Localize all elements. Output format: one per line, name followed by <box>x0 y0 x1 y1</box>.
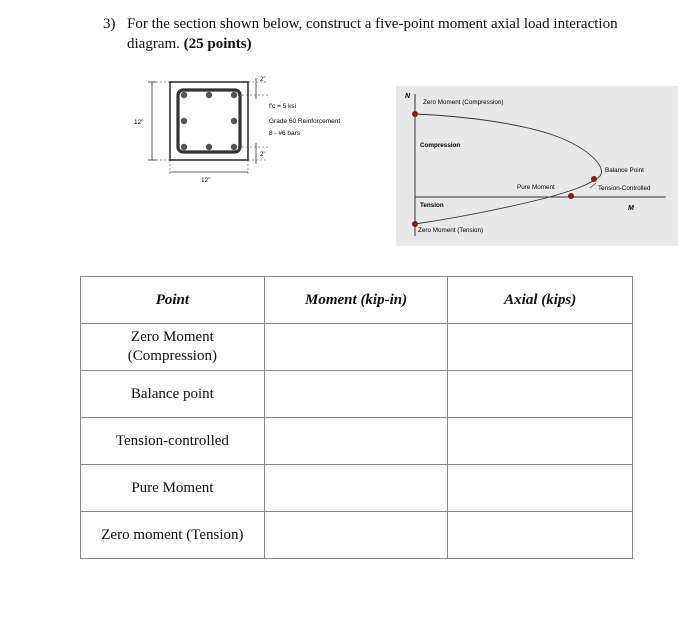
rebar <box>206 92 212 98</box>
point-zero-moment-compression <box>412 111 418 117</box>
axial-cell[interactable] <box>448 418 633 465</box>
moment-cell[interactable] <box>264 371 448 418</box>
moment-cell[interactable] <box>264 324 448 371</box>
table-row <box>81 418 633 465</box>
section-figure <box>132 72 382 202</box>
question-text <box>103 14 663 54</box>
row-point-label: Pure Moment <box>81 465 265 512</box>
label-zero-moment-compression: Zero Moment (Compression) <box>423 99 504 106</box>
label-tension-controlled: Tension-Controlled <box>598 185 651 192</box>
label-balance-point: Balance Point <box>605 167 644 174</box>
row-point-label: Tension-controlled <box>81 418 265 465</box>
rebar <box>181 118 187 124</box>
table-row <box>81 465 633 512</box>
question-line2: diagram. <box>127 36 180 52</box>
bars-label: 8 - #6 bars <box>269 130 301 137</box>
moment-cell[interactable] <box>264 465 448 512</box>
header-moment: Moment (kip-in) <box>264 277 448 324</box>
cover-top-label: 2" <box>260 77 266 83</box>
cover-bottom-label: 2" <box>260 152 266 158</box>
label-pure-moment: Pure Moment <box>517 184 555 191</box>
row-point-label: Balance point <box>81 371 265 418</box>
grade-label: Grade 60 Reinforcement <box>269 118 341 125</box>
point-balance <box>591 176 597 182</box>
row-point-label: Zero moment (Tension) <box>81 512 265 559</box>
question-points: (25 points) <box>183 36 252 52</box>
moment-cell[interactable] <box>264 418 448 465</box>
table-row <box>81 512 633 559</box>
question-number: 3) <box>103 16 116 32</box>
axial-cell[interactable] <box>448 324 633 371</box>
rebar <box>181 144 187 150</box>
label-tension: Tension <box>420 202 444 209</box>
fc-label: f'c = 5 ksi <box>269 103 297 110</box>
stirrup <box>178 90 240 152</box>
rebar <box>206 144 212 150</box>
rebar <box>181 92 187 98</box>
table-row <box>81 324 633 371</box>
diagram-background <box>396 86 678 246</box>
section-height-label: 12" <box>134 119 144 126</box>
moment-cell[interactable] <box>264 512 448 559</box>
axial-cell[interactable] <box>448 465 633 512</box>
rebar <box>231 118 237 124</box>
point-pure-moment <box>569 194 573 198</box>
interaction-diagram <box>396 86 678 246</box>
rebar-group <box>181 92 237 150</box>
axial-cell[interactable] <box>448 512 633 559</box>
label-zero-moment-tension: Zero Moment (Tension) <box>418 227 484 234</box>
question-line1: For the section shown below, construct a five-point moment axial load interaction <box>127 16 618 32</box>
results-table <box>80 276 633 559</box>
table-row <box>81 371 633 418</box>
header-point: Point <box>81 277 265 324</box>
m-axis-label: M <box>628 205 634 212</box>
section-width-label: 12" <box>201 177 211 184</box>
label-compression: Compression <box>420 142 461 149</box>
n-axis-label: N <box>405 93 411 100</box>
table-header-row <box>81 277 633 324</box>
axial-cell[interactable] <box>448 371 633 418</box>
header-axial: Axial (kips) <box>448 277 633 324</box>
row-point-label: Zero Moment (Compression) <box>81 324 265 371</box>
